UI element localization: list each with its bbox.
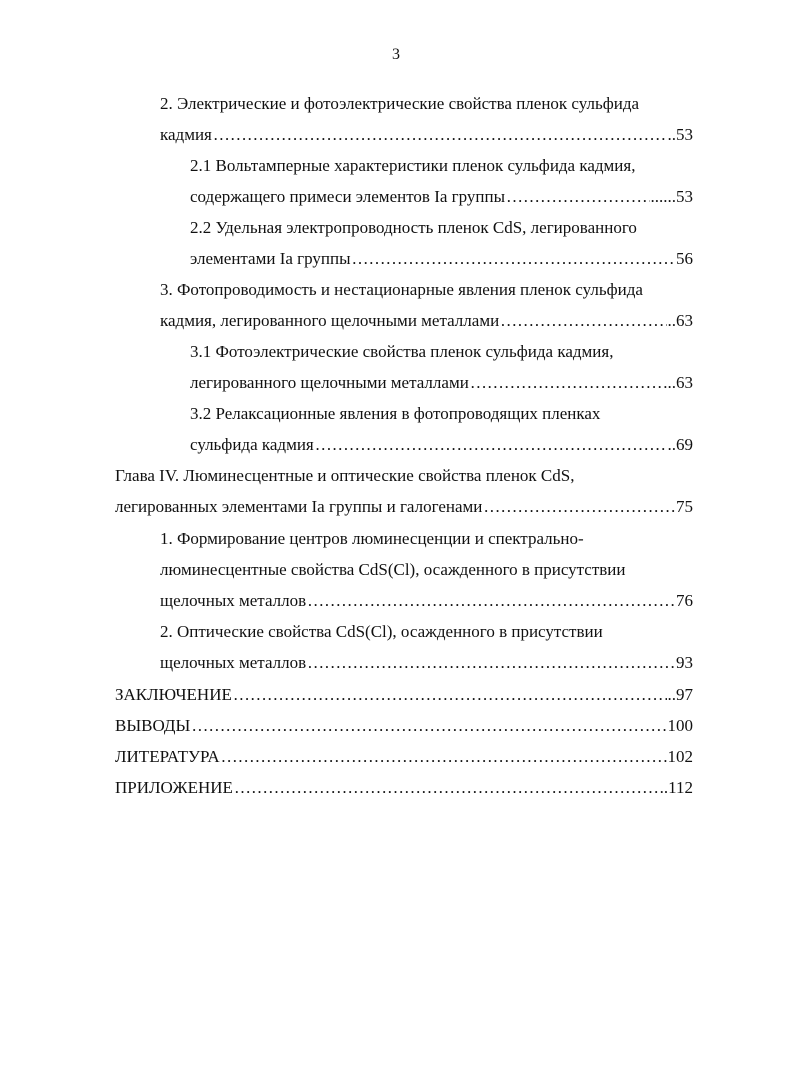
toc-entry-chapter-4-section-2-title: 2. Оптические свойства CdS(Cl), осажденного в присутствии: [160, 622, 603, 641]
toc-page-number: 76: [676, 591, 693, 610]
toc-page-number: ......53: [650, 187, 693, 206]
toc-entry-chapter-4-section-1-title: 1. Формирование центров люминесценции и спектрально-: [160, 529, 584, 548]
toc-entry-section-3-2: [190, 435, 693, 455]
dot-leader: [307, 653, 675, 673]
toc-entry-text: кадмия, легированного щелочными металлами: [160, 311, 500, 330]
toc-entry-section-2-1: [190, 187, 693, 207]
toc-entry-text: ПРИЛОЖЕНИЕ: [115, 778, 233, 797]
dot-leader: [191, 716, 666, 736]
toc-entry-findings: [115, 716, 693, 736]
toc-page-number: ..112: [659, 778, 693, 797]
dot-leader: [470, 373, 667, 393]
toc-page-number: ..97: [667, 685, 693, 704]
toc-entry-chapter-4: [115, 497, 693, 517]
toc-entry-text: кадмия: [160, 125, 212, 144]
toc-page-number: 75: [676, 497, 693, 516]
toc-entry-chapter-4-section-2: [160, 653, 693, 673]
dot-leader: [483, 497, 675, 517]
toc-entry-text: легированного щелочными металлами: [190, 373, 469, 392]
toc-entry-text: сульфида кадмия: [190, 435, 314, 454]
toc-entry-section-3-2-title: 3.2 Релаксационные явления в фотопроводящих пленках: [190, 404, 601, 423]
toc-entry-text: щелочных металлов: [160, 653, 307, 672]
toc-entry-section-3: [160, 311, 693, 331]
toc-entry-section-2-title: 2. Электрические и фотоэлектрические свойства пленок сульфида: [160, 94, 640, 113]
dot-leader: [221, 747, 667, 767]
toc-entry-section-2-1-title: 2.1 Вольтамперные характеристики пленок сульфида кадмия,: [190, 156, 636, 175]
dot-leader: [352, 249, 675, 269]
toc-entry-section-3-title: 3. Фотопроводимость и нестационарные явления пленок сульфида: [160, 280, 643, 299]
toc-entry-conclusion: [115, 685, 693, 705]
toc-entry-section-2-2: [190, 249, 693, 269]
dot-leader: [500, 311, 666, 331]
toc-page-number: 93: [676, 653, 693, 672]
dot-leader: [233, 685, 667, 705]
dot-leader: [234, 778, 659, 798]
dot-leader: [307, 591, 675, 611]
toc-page-number: ..63: [667, 311, 693, 330]
toc-entry-text: ЗАКЛЮЧЕНИЕ: [115, 685, 232, 704]
toc-page-number: ..69: [667, 435, 693, 454]
toc-entry-text: содержащего примеси элементов Iа группы: [190, 187, 506, 206]
dot-leader: [506, 187, 649, 207]
toc-entry-text: ВЫВОДЫ: [115, 716, 191, 735]
toc-entry-section-2: [160, 125, 693, 145]
toc-page-number: 100: [667, 716, 693, 735]
toc-entry-section-3-1: [190, 373, 693, 393]
dot-leader: [315, 435, 667, 455]
toc-page-number: 56: [676, 249, 693, 268]
toc-entry-text: элементами Iа группы: [190, 249, 351, 268]
toc-entry-chapter-4-section-1-cont: люминесцентные свойства CdS(Cl), осажденного в присутствии: [160, 560, 626, 579]
toc-page-number: ..63: [667, 373, 693, 392]
toc-entry-chapter-4-section-1: [160, 591, 693, 611]
toc-entry-section-3-1-title: 3.1 Фотоэлектрические свойства пленок сульфида кадмия,: [190, 342, 614, 361]
toc-entry-literature: [115, 747, 693, 767]
page-number: 3: [392, 46, 400, 63]
dot-leader: [213, 125, 667, 145]
toc-page-number: 102: [667, 747, 693, 766]
toc-entry-section-2-2-title: 2.2 Удельная электропроводность пленок CdS, легированного: [190, 218, 637, 237]
toc-page-number: ..53: [667, 125, 693, 144]
toc-entry-text: легированных элементами Iа группы и галогенами: [115, 497, 483, 516]
toc-entry-appendix: [115, 778, 693, 798]
toc-entry-text: ЛИТЕРАТУРА: [115, 747, 220, 766]
toc-entry-chapter-4-title: Глава IV. Люминесцентные и оптические свойства пленок CdS,: [115, 466, 575, 485]
toc-entry-text: щелочных металлов: [160, 591, 307, 610]
